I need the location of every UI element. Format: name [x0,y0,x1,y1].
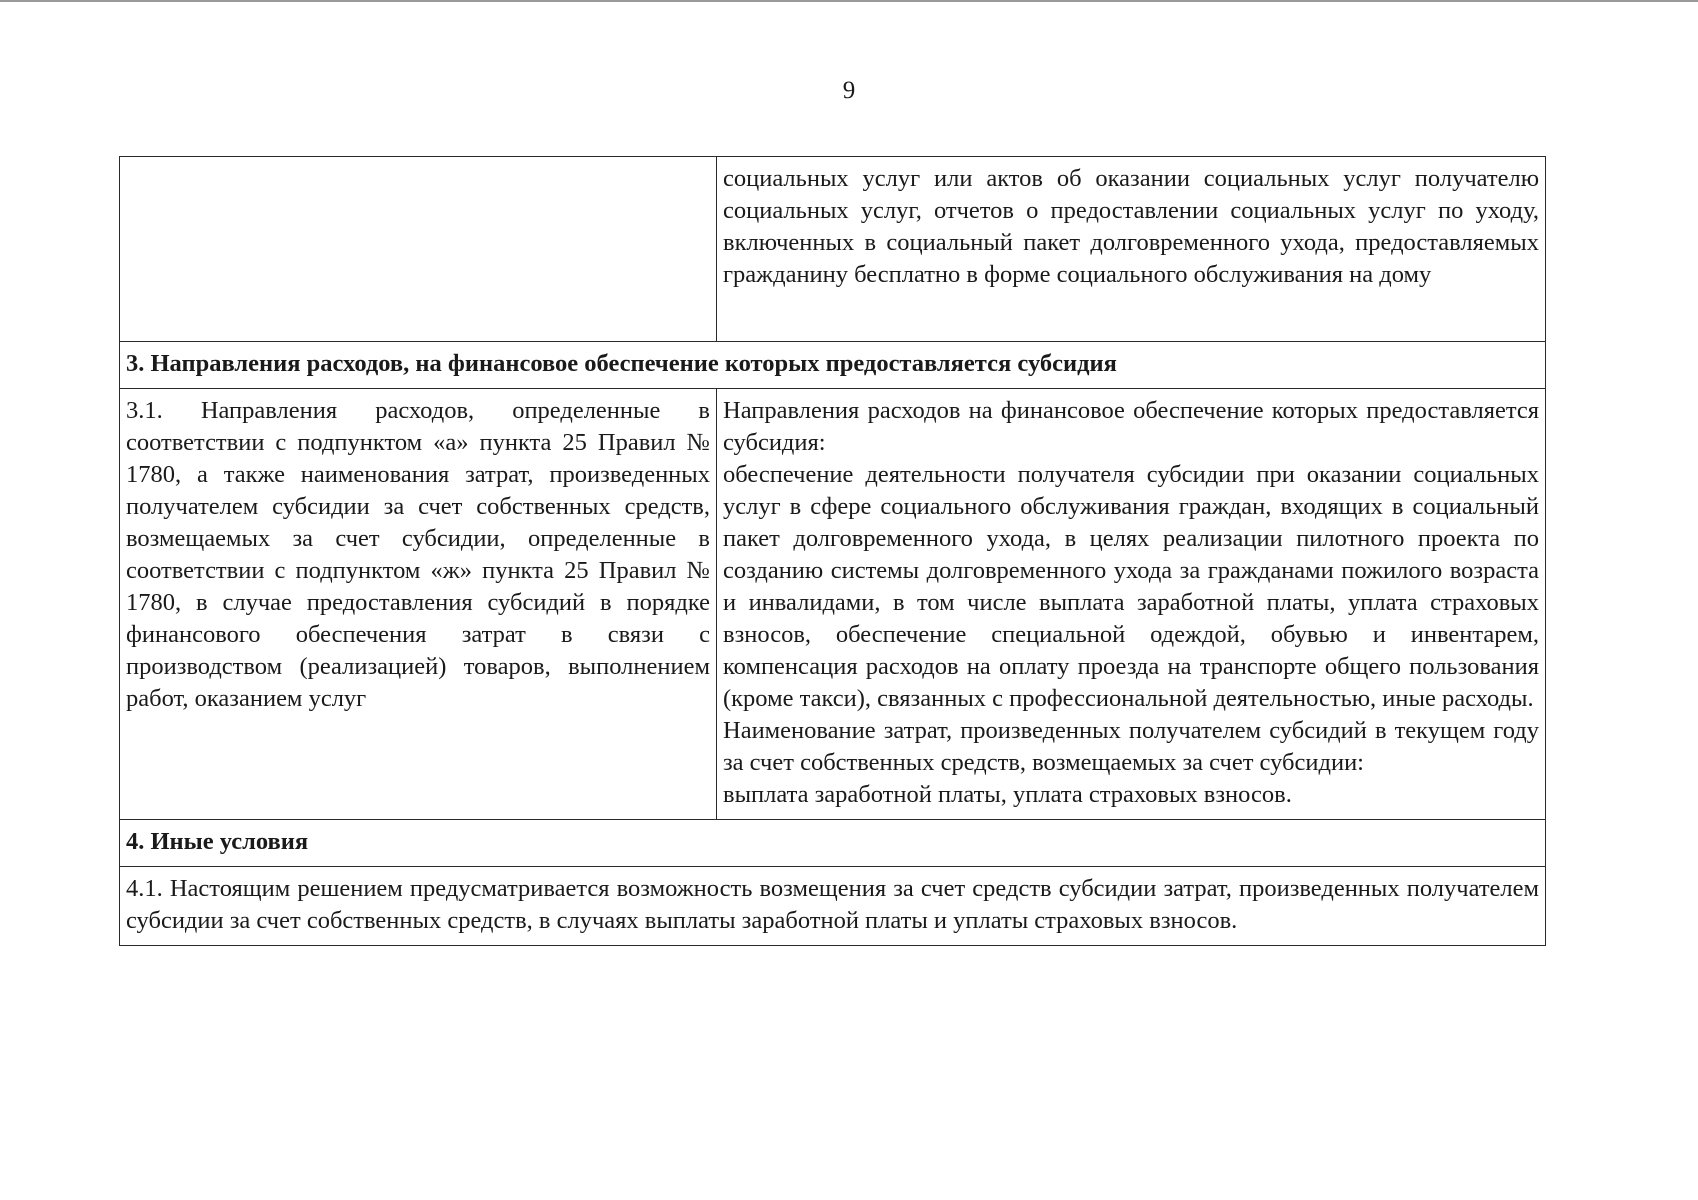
continuation-left-cell [120,157,717,342]
section4-heading: 4. Иные условия [120,820,1546,867]
conditions-table [119,156,1546,946]
section3-paragraph: Направления расходов на финансовое обеспечение которых предоставляется субсидия: [723,397,1539,456]
continuation-right-cell: социальных услуг или актов об оказании социальных услуг получателю социальных услуг, отчетов о предоставлении социальных услуг по уходу, включенных в социальный пакет долговременного ухода, предоставляемых гражданину бесплатно в форме социального обслуживания на дому [717,157,1546,342]
table-row-section3-content [120,389,1546,820]
table-row-section3-heading [120,342,1546,389]
section3-heading: 3. Направления расходов, на финансовое обеспечение которых предоставляется субсидия [120,342,1546,389]
top-rule [0,0,1698,2]
table-row-continuation [120,157,1546,342]
table-row-section4-heading [120,820,1546,867]
page-number: 9 [842,77,856,104]
section4-text-cell: 4.1. Настоящим решением предусматривается возможность возмещения за счет средств субсидии затрат, произведенных получателем субсидии за счет собственных средств, в случаях выплаты заработной платы и уплаты страховых взносов. [120,867,1546,946]
section3-left-cell: 3.1. Направления расходов, определенные в соответствии с подпунктом «а» пункта 25 Правил № 1780, а также наименования затрат, произведенных получателем субсидии за счет собственных средств, возмещаемых за счет субсидии, определенные в соответствии с подпунктом «ж» пункта 25 Правил № 1780, в случае предоставления субсидий в порядке финансового обеспечения затрат в связи с производством (реализацией) товаров, выполнением работ, оказанием услуг [120,389,717,820]
section3-paragraph: обеспечение деятельности получателя субсидии при оказании социальных услуг в сфере социального обслуживания граждан, входящих в социальный пакет долговременного ухода, в целях реализации пилотного проекта по созданию системы долговременного ухода за гражданами пожилого возраста и инвалидами, в том числе выплата заработной платы, уплата страховых взносов, обеспечение специальной одеждой, обувью и инвентарем, компенсация расходов на оплату проезда на транспорте общего пользования (кроме такси), связанных с профессиональной деятельностью, иные расходы. [723,461,1539,712]
section3-paragraph: Наименование затрат, произведенных получателем субсидий в текущем году за счет собственных средств, возмещаемых за счет субсидии: [723,717,1539,776]
table-row-section4-content [120,867,1546,946]
section3-right-cell [717,389,1546,820]
section3-paragraph: выплата заработной платы, уплата страховых взносов. [723,781,1292,808]
